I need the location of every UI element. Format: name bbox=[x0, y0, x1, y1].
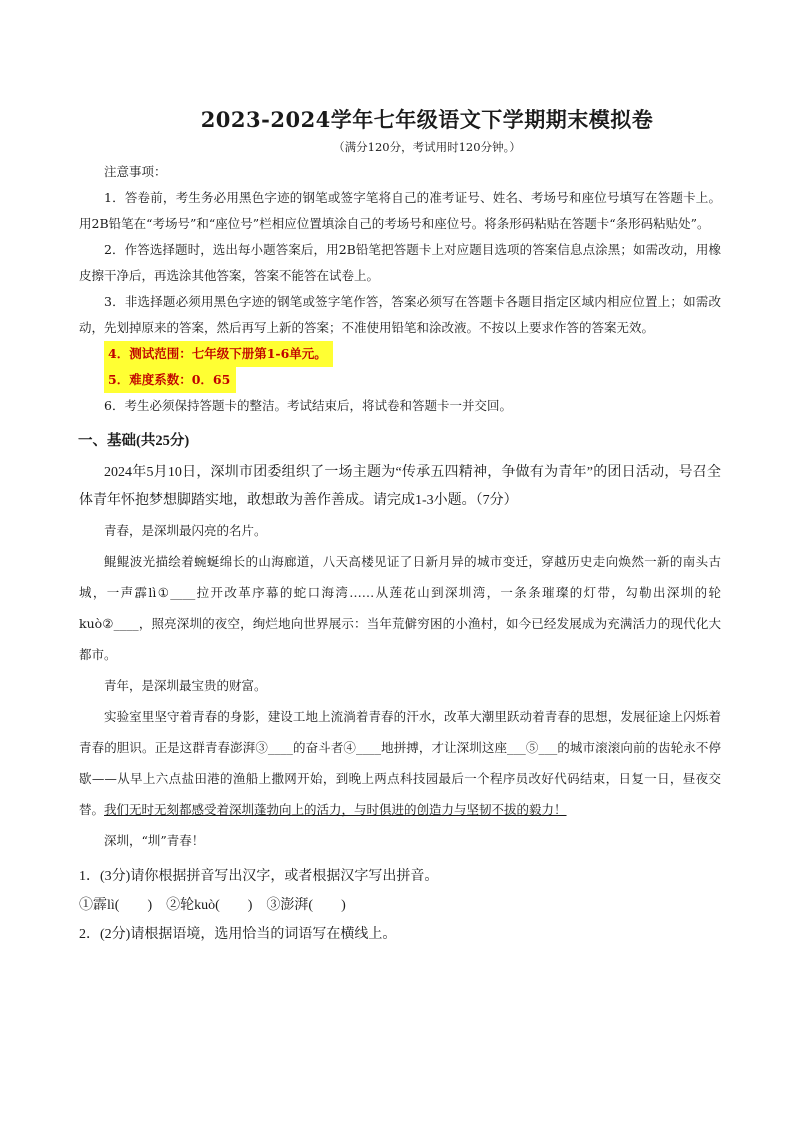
notice-heading: 注意事项： bbox=[104, 164, 167, 179]
passage-para-4-text: 实验室里坚守着青春的身影，建设工地上流淌着青春的汗水，改革大潮里跃动着青春的思想，发展征途上闪烁着青春的胆识。正是这群青春澎湃③____的奋斗者④____地拼搏，才让深圳这座___⑤___的城市滚滚向前的齿轮永不停歇——从早上六点盐田港的渔船上撒网开始，到晚上两点科技园最后一个程序员改好代码结束，日复一日，昼夜交替。 bbox=[79, 709, 721, 817]
question-1-items: ①霹lì( ) ②轮kuò( ) ③澎湃( ) bbox=[79, 898, 346, 913]
passage-underlined-sentence: 我们无时无刻都感受着深圳蓬勃向上的活力，与时俱进的创造力与坚韧不拔的毅力！ bbox=[104, 802, 567, 817]
notice-item-6: 6．考生必须保持答题卡的整洁。考试结束后，将试卷和答题卡一并交回。 bbox=[104, 398, 512, 413]
page-title: 2023-2024学年七年级语文下学期期末模拟卷 bbox=[200, 107, 654, 132]
notice-item-3: 3．非选择题必须用黑色字迹的钢笔或签字笔作答，答案必须写在答题卡各题目指定区域内相应位置上；如需改动，先划掉原来的答案，然后再写上新的答案；不准使用铅笔和涂改液。不按以上要求作答的答案无效。 bbox=[79, 294, 721, 335]
highlight-difficulty: 5．难度系数：0．65 bbox=[104, 367, 236, 393]
highlight-test-scope: 4．测试范围：七年级下册第1-6单元。 bbox=[104, 341, 333, 367]
passage-line-5: 深圳，“圳”青春！ bbox=[104, 833, 205, 848]
notice-item-5 bbox=[104, 367, 721, 393]
passage-line-3: 青年，是深圳最宝贵的财富。 bbox=[104, 678, 267, 693]
passage-line-1: 青春，是深圳最闪亮的名片。 bbox=[104, 523, 267, 538]
notice-item-4 bbox=[104, 341, 721, 367]
passage-para-2: 鲲鲲波光描绘着蜿蜒绵长的山海廊道，八天高楼见证了日新月异的城市变迁，穿越历史走向焕然一新的南头古城，一声霹lì①____拉开改革序幕的蛇口海湾……从莲花山到深圳湾，一条条璀璨的灯带，勾勒出深圳的轮kuò②____，照亮深圳的夜空，绚烂地向世界展示：当年荒僻穷困的小渔村，如今已经发展成为充满活力的现代化大都市。 bbox=[79, 554, 721, 662]
question-2: 2．(2分)请根据语境，选用恰当的词语写在横线上。 bbox=[79, 927, 397, 942]
notice-item-2: 2．作答选择题时，选出每小题答案后，用2B铅笔把答题卡上对应题目选项的答案信息点涂黑；如需改动，用橡皮擦干净后，再选涂其他答案，答案不能答在试卷上。 bbox=[79, 242, 721, 283]
question-1: 1．(3分)请你根据拼音写出汉字，或者根据汉字写出拼音。 bbox=[79, 869, 439, 884]
notice-item-1: 1．答卷前，考生务必用黑色字迹的钢笔或签字笔将自己的准考证号、姓名、考场号和座位号填写在答题卡上。用2B铅笔在“考场号”和“座位号”栏相应位置填涂自己的考场号和座位号。将条形码粘贴在答题卡“条形码粘贴处”。 bbox=[79, 190, 721, 231]
section-intro: 2024年5月10日，深圳市团委组织了一场主题为“传承五四精神，争做有为青年”的团日活动，号召全体青年怀抱梦想脚踏实地，敢想敢为善作善成。请完成1-3小题。（7分） bbox=[79, 465, 721, 508]
section-heading: 一、基础(共25分) bbox=[78, 433, 190, 449]
page-subtitle: （满分120分，考试用时120分钟。） bbox=[333, 140, 521, 154]
exam-body bbox=[79, 159, 721, 949]
passage-para-4 bbox=[79, 701, 721, 825]
